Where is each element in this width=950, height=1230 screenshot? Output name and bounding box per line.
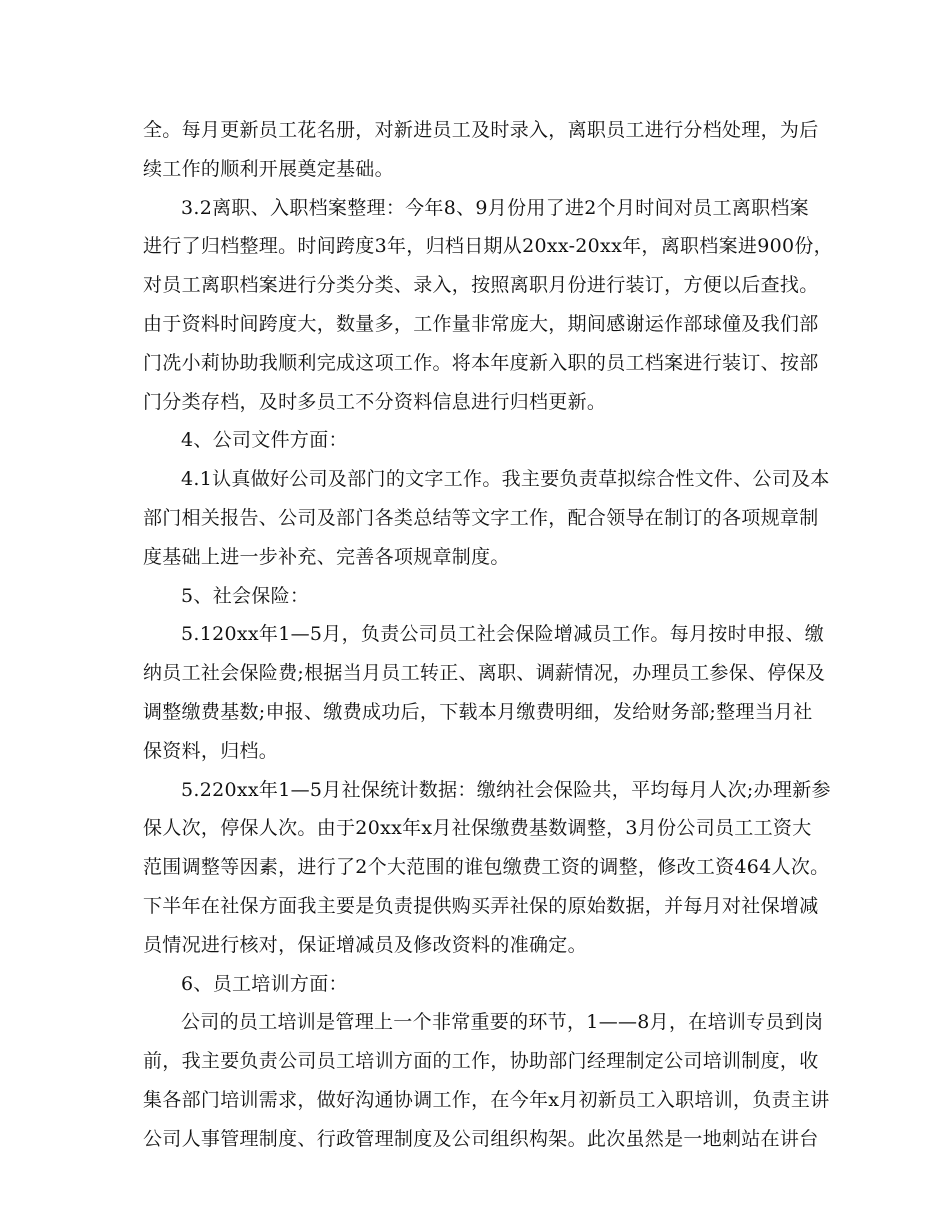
text-line: 集各部门培训需求，做好沟通协调工作，在今年x月初新员工入职培训，负责主讲 (143, 1088, 830, 1111)
text-line: 对员工离职档案进行分类分类、录入，按照离职月份进行装订，方便以后查找。 (143, 274, 819, 297)
text-line: 进行了归档整理。时间跨度3年，归档日期从20xx-20xx年，离职档案进900份， (143, 235, 833, 258)
section-heading (143, 577, 823, 616)
text-line: 5.220xx年1—5月社保统计数据：缴纳社会保险共，平均每月人次;办理新参 (181, 778, 831, 801)
text-line: 全。每月更新员工花名册，对新进员工及时录入，离职员工进行分档处理，为后 (143, 119, 819, 141)
paragraph (143, 615, 826, 770)
paragraph (143, 111, 823, 189)
text-line: 续工作的顺利开展奠定基础。 (143, 157, 394, 180)
text-line: 6、员工培训方面： (181, 972, 348, 995)
text-line: 由于资料时间跨度大，数量多，工作量非常庞大，期间感谢运作部球僮及我们部 (143, 312, 819, 335)
text-line: 员情况进行核对，保证增减员及修改资料的准确定。 (143, 933, 587, 956)
paragraph (143, 189, 833, 422)
text-line: 公司人事管理制度、行政管理制度及公司组织构架。此次虽然是一地刺站在讲台 (143, 1127, 819, 1150)
text-line: 4、公司文件方面： (181, 429, 348, 452)
text-line: 纳员工社会保险费;根据当月员工转正、离职、调薪情况，办理员工参保、停保及 (143, 662, 826, 685)
text-line: 范围调整等因素，进行了2个大范围的谁包缴费工资的调整，修改工资464人次。 (143, 856, 830, 879)
paragraph (143, 460, 830, 576)
text-line: 4.1认真做好公司及部门的文字工作。我主要负责草拟综合性文件、公司及本 (181, 468, 830, 491)
text-line: 保资料，归档。 (143, 739, 279, 762)
text-line: 部门相关报告、公司及部门各类总结等文字工作，配合领导在制订的各项规章制 (143, 506, 819, 529)
text-line: 调整缴费基数;申报、缴费成功后，下载本月缴费明细，发给财务部;整理当月社 (143, 700, 813, 723)
text-line: 5.120xx年1—5月，负责公司员工社会保险增减员工作。每月按时申报、缴 (181, 623, 825, 646)
text-line: 保人次，停保人次。由于20xx年x月社保缴费基数调整，3月份公司员工工资大 (143, 817, 812, 840)
section-heading (143, 421, 823, 460)
text-line: 公司的员工培训是管理上一个非常重要的环节，1——8月，在培训专员到岗 (181, 1011, 824, 1034)
text-line: 下半年在社保方面我主要是负责提供购买弄社保的原始数据，并每月对社保增减 (143, 894, 819, 917)
section-heading (143, 965, 823, 1004)
text-line: 前，我主要负责公司员工培训方面的工作，协助部门经理制定公司培训制度，收 (143, 1050, 819, 1073)
text-line: 门冼小莉协助我顺利完成这项工作。将本年度新入职的员工档案进行装订、按部 (143, 351, 819, 374)
text-line: 度基础上进一步补充、完善各项规章制度。 (143, 545, 510, 568)
paragraph (143, 1003, 830, 1158)
paragraph (143, 771, 831, 965)
text-line: 5、社会保险： (181, 584, 310, 607)
text-line: 3.2离职、入职档案整理：今年8、9月份用了进2个月时间对员工离职档案 (181, 196, 809, 219)
text-line: 门分类存档，及时多员工不分资料信息进行归档更新。 (143, 390, 607, 413)
